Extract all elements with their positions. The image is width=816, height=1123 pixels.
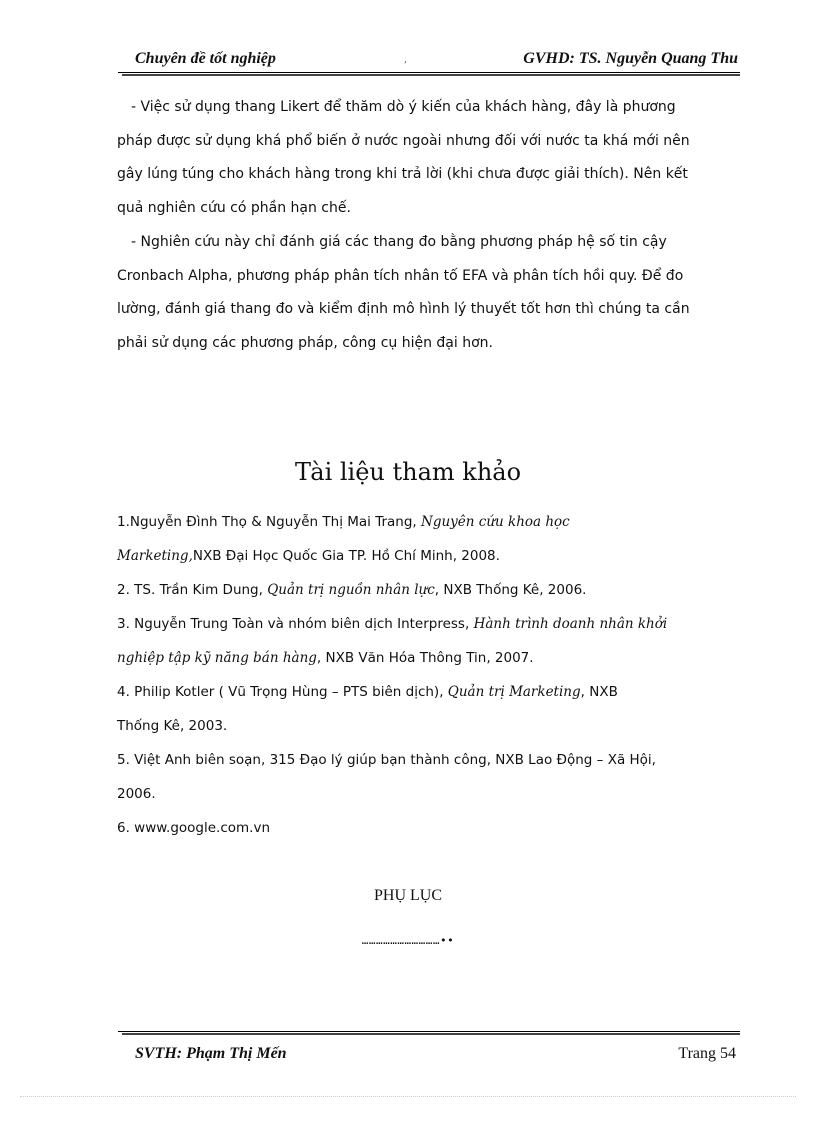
reference-publisher: NXB Đại Học Quốc Gia TP. Hồ Chí Minh, 2008. (192, 548, 500, 564)
reference-book-title: Nguyên cứu khoa học (421, 514, 570, 530)
reference-line (117, 573, 742, 607)
reference-book-title: Marketing, (117, 548, 193, 564)
reference-book-title: Quản trị Marketing (447, 684, 581, 700)
reference-item-5 (117, 743, 742, 811)
references-title: Tài liệu tham khảo (294, 458, 522, 486)
reference-author: 4. Philip Kotler ( Vũ Trọng Hùng – PTS biên dịch), (117, 684, 448, 700)
reference-line (117, 539, 742, 573)
footer-shadow-rule (122, 1033, 740, 1035)
reference-item-1 (117, 505, 742, 573)
reference-publisher: , NXB Thống Kê, 2006. (434, 582, 587, 598)
paragraph-line: phải sử dụng các phương pháp, công cụ hiện đại hơn. (117, 334, 493, 351)
header-comma-mark: , (404, 54, 408, 65)
paragraph-line: Cronbach Alpha, phương pháp phân tích nhân tố EFA và phân tích hồi quy. Để đo (117, 267, 684, 284)
reference-line: 5. Việt Anh biên soạn, 315 Đạo lý giúp bạn thành công, NXB Lao Động – Xã Hội, (117, 752, 656, 768)
reference-author: 1.Nguyễn Đình Thọ & Nguyễn Thị Mai Trang, (117, 514, 422, 530)
reference-item-6 (117, 811, 742, 845)
reference-item-4 (117, 675, 742, 743)
appendix-title: PHỤ LỤC (373, 887, 442, 904)
paragraph-method-limitation (117, 226, 739, 360)
paragraph-line: gây lúng túng cho khách hàng trong khi trả lời (khi chưa được giải thích). Nên kết (117, 166, 688, 182)
reference-item-2 (117, 573, 742, 607)
reference-line (117, 675, 742, 709)
paragraph-likert-limitation (117, 91, 739, 225)
footer-page-number: Trang 54 (678, 1045, 736, 1062)
reference-line: Thống Kê, 2003. (117, 718, 228, 734)
reference-line: 2006. (117, 786, 156, 802)
reference-line: 6. www.google.com.vn (117, 820, 271, 836)
reference-line (117, 641, 742, 675)
header-shadow-rule (122, 74, 740, 76)
header-document-type: Chuyên đề tốt nghiệp (135, 50, 276, 67)
paragraph-line: - Nghiên cứu này chỉ đánh giá các thang đo bằng phương pháp hệ số tin cậy (131, 234, 667, 250)
page-bottom-border (20, 1096, 796, 1097)
paragraph-line: - Việc sử dụng thang Likert để thăm dò ý kiến của khách hàng, đây là phương (131, 99, 676, 115)
reference-line (117, 607, 742, 641)
paragraph-line: pháp được sử dụng khá phổ biến ở nước ngoài nhưng đối với nước ta khá mới nên (117, 132, 690, 149)
reference-book-title: nghiệp tập kỹ năng bán hàng (117, 650, 317, 666)
reference-publisher: , NXB (580, 684, 618, 700)
paragraph-line: quả nghiên cứu có phần hạn chế. (117, 199, 351, 216)
header-rule (118, 72, 740, 73)
reference-author: 3. Nguyễn Trung Toàn và nhóm biên dịch Interpress, (117, 616, 474, 632)
footer-rule (118, 1031, 740, 1032)
paragraph-line: lường, đánh giá thang đo và kiểm định mô hình lý thuyết tốt hơn thì chúng ta cần (117, 301, 690, 317)
reference-author: 2. TS. Trần Kim Dung, (117, 582, 268, 598)
header-advisor: GVHD: TS. Nguyễn Quang Thu (523, 50, 738, 67)
footer-student: SVTH: Phạm Thị Mến (135, 1045, 287, 1062)
reference-publisher: , NXB Văn Hóa Thông Tin, 2007. (316, 650, 534, 666)
reference-book-title: Hành trình doanh nhân khởi (473, 616, 668, 632)
reference-line (117, 505, 742, 539)
reference-item-3 (117, 607, 742, 675)
reference-book-title: Quản trị nguồn nhân lực (267, 582, 435, 598)
appendix-dotted-separator: ……………………………•• (361, 934, 455, 947)
